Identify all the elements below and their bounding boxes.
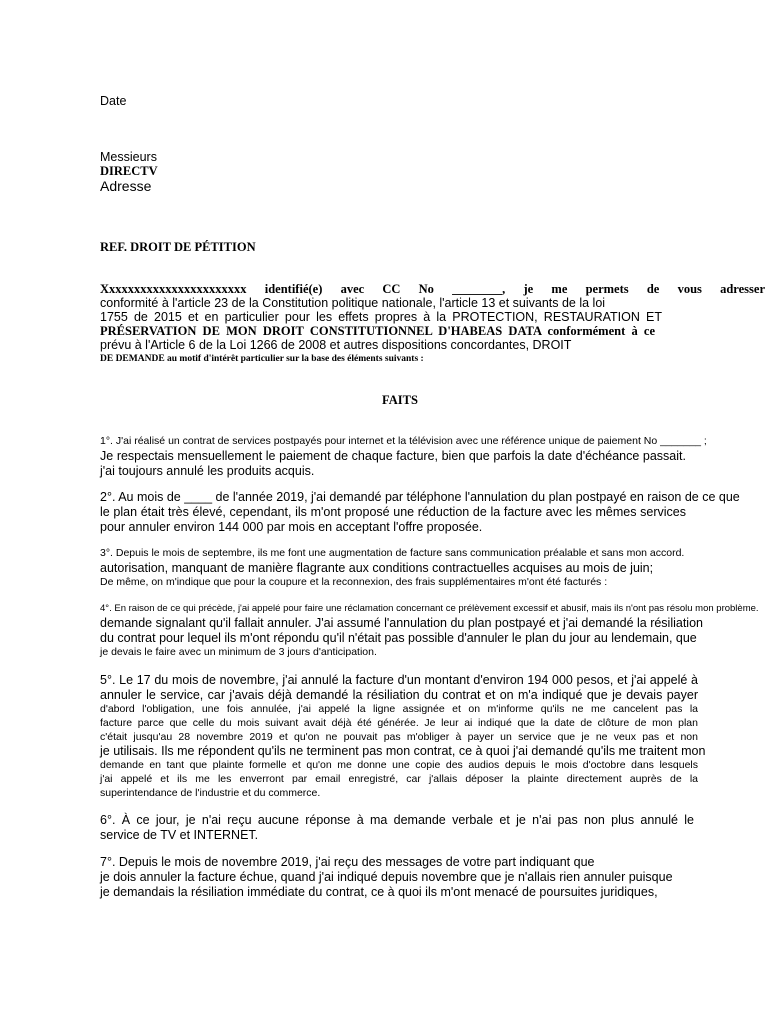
recipient-address: Adresse	[100, 178, 152, 194]
fact-3-line: autorisation, manquant de manière flagrante aux conditions contractuelles acquises au mois de juin;	[100, 561, 654, 575]
fact-4-line: du contrat pour lequel ils m'ont répondu qu'il n'était pas possible d'annuler le plan du jour au lendemain, que	[100, 631, 697, 645]
fact-5-line: demande en tant que plainte formelle et qu'on me donne une copie des audios depuis le mois d'octobre dans lesquels	[100, 759, 698, 771]
fact-5-line: superintendance de l'industrie et du commerce.	[100, 787, 321, 799]
fact-5-line: j'ai appelé et ils me les enverront par email enregistré, car j'allais déposer la plainte directement auprès de la	[100, 773, 698, 785]
fact-3-line: 3°. Depuis le mois de septembre, ils me font une augmentation de facture sans communication préalable et sans mon accord.	[100, 547, 685, 559]
fact-7-line: je dois annuler la facture échue, quand j'ai indiqué depuis novembre que je n'allais rien annuler puisque	[100, 870, 673, 884]
fact-1-line: 1°. J'ai réalisé un contrat de services postpayés pour internet et la télévision avec une référence unique de paiement No _______ ;	[100, 435, 707, 447]
fact-7-line: je demandais la résiliation immédiate du contrat, ce à quoi ils m'ont menacé de poursuites juridiques,	[100, 885, 658, 899]
fact-1-line: Je respectais mensuellement le paiement de chaque facture, bien que parfois la date d'échéance passait.	[100, 449, 686, 463]
fact-7-line: 7°. Depuis le mois de novembre 2019, j'ai reçu des messages de votre part indiquant que	[100, 855, 595, 869]
fact-5-line: annuler le service, car j'avais déjà demandé la résiliation du contrat et on m'a indiqué que je devais payer	[100, 688, 698, 702]
fact-4-line: 4°. En raison de ce qui précède, j'ai appelé pour faire une réclamation concernant ce prélèvement excessif et abusif, mais ils n'ont pas résolu mon problème.	[100, 603, 759, 614]
fact-4-line: je devais le faire avec un minimum de 3 jours d'anticipation.	[100, 646, 377, 658]
fact-5-line: 5°. Le 17 du mois de novembre, j'ai annulé la facture d'un montant d'environ 194 000 pesos, et j'ai appelé à	[100, 673, 698, 687]
fact-5-line: facture parce que celle du mois suivant avait déjà été générée. Je leur ai indiqué que la date de clôture de mon plan	[100, 717, 698, 729]
recipient-salutation: Messieurs	[100, 150, 157, 164]
facts-title: FAITS	[382, 393, 418, 407]
fact-3-line: De même, on m'indique que pour la coupure et la reconnexion, des frais supplémentaires m'ont été facturés :	[100, 576, 608, 588]
fact-2-line: 2°. Au mois de ____ de l'année 2019, j'ai demandé par téléphone l'annulation du plan postpayé en raison de ce que	[100, 490, 740, 504]
fact-6-line: service de TV et INTERNET.	[100, 828, 259, 842]
recipient-company: DIRECTV	[100, 164, 158, 178]
intro-line: PRÉSERVATION DE MON DROIT CONSTITUTIONNEL D'HABEAS DATA conformément à ce	[100, 324, 655, 338]
intro-line: DE DEMANDE au motif d'intérêt particulier sur la base des éléments suivants :	[100, 354, 424, 364]
date-label: Date	[100, 94, 127, 108]
fact-2-line: le plan était très élevé, cependant, ils m'ont proposé une réduction de la facture avec les mêmes services	[100, 505, 686, 519]
intro-line: prévu à l'Article 6 de la Loi 1266 de 2008 et autres dispositions concordantes, DROIT	[100, 338, 572, 352]
fact-5-line: d'abord l'obligation, une fois annulée, j'ai appelé la ligne assignée et on m'informe qu'ils ne me cancelent pas la	[100, 703, 698, 715]
fact-6-line: 6°. À ce jour, je n'ai reçu aucune réponse à ma demande verbale et je n'ai pas non plus annulé le	[100, 813, 694, 827]
intro-line: 1755 de 2015 et en particulier pour les effets propres à la PROTECTION, RESTAURATION ET	[100, 310, 662, 324]
fact-5-line: c'était jusqu'au 28 novembre 2019 et qu'on ne pouvait pas m'obliger à payer un service que je ne veux pas et non	[100, 731, 698, 743]
intro-line: Xxxxxxxxxxxxxxxxxxxxxxx identifié(e) avec CC No ________, je me permets de vous adresser	[100, 282, 765, 296]
fact-1-line: j'ai toujours annulé les produits acquis.	[100, 464, 315, 478]
intro-line: conformité à l'article 23 de la Constitution politique nationale, l'article 13 et suivants de la loi	[100, 296, 606, 310]
reference-line: REF. DROIT DE PÉTITION	[100, 240, 256, 254]
fact-2-line: pour annuler environ 144 000 par mois en acceptant l'offre proposée.	[100, 520, 483, 534]
fact-4-line: demande signalant qu'il fallait annuler. J'ai assumé l'annulation du plan postpayé et j'ai demandé la résiliation	[100, 616, 703, 630]
fact-5-line: je utilisais. Ils me répondent qu'ils ne terminent pas mon contrat, ce à quoi j'ai demandé qu'ils me traitent mon	[100, 744, 706, 758]
